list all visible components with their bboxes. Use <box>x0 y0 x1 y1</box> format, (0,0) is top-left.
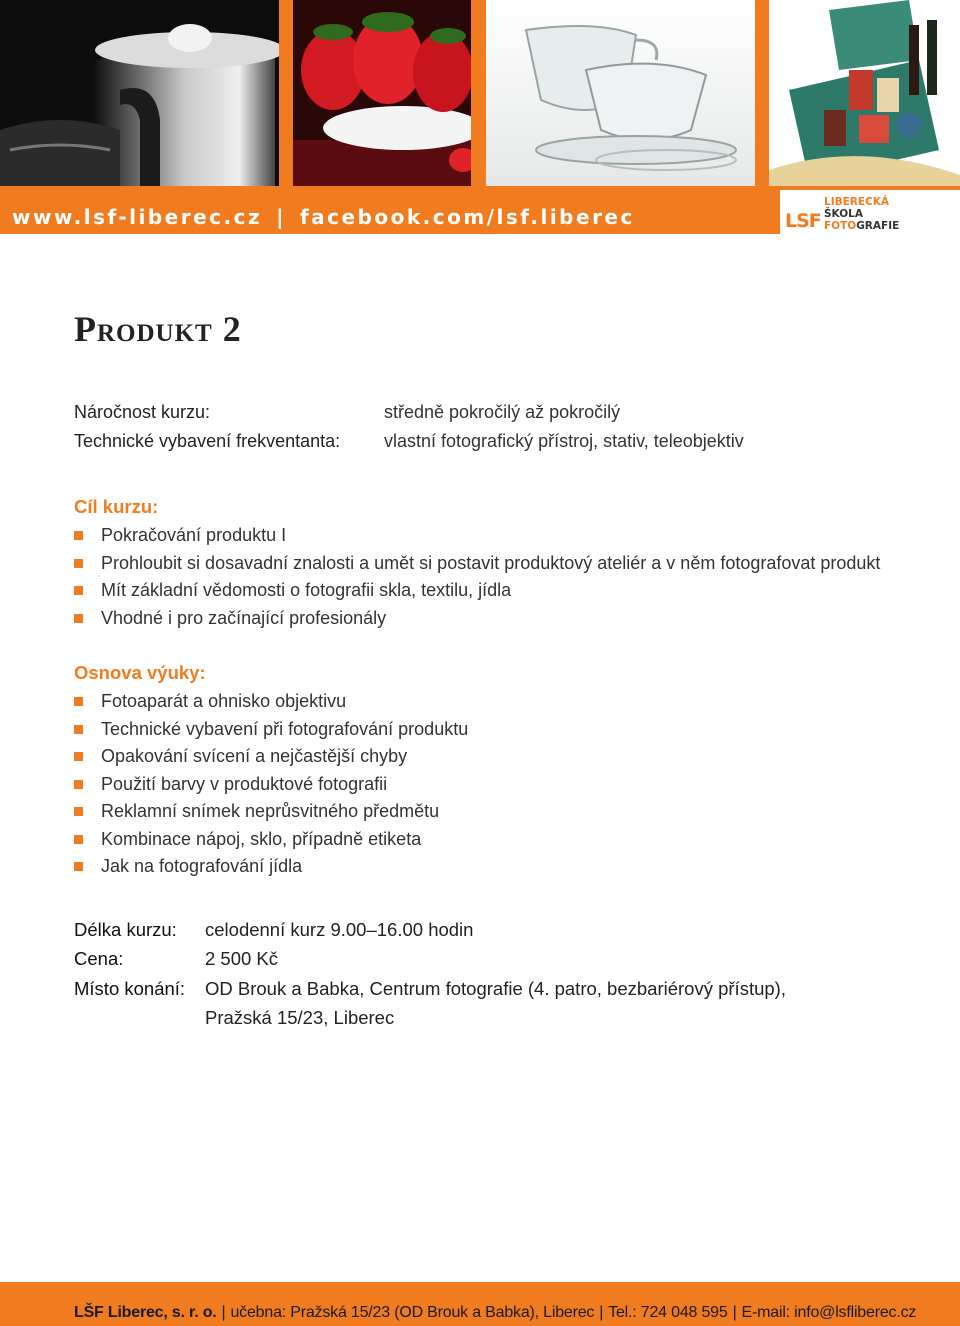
school-logo <box>780 190 960 234</box>
footer-company: LŠF Liberec, s. r. o. <box>74 1304 217 1321</box>
strawberries-photo <box>293 0 471 186</box>
website-link[interactable]: www.lsf-liberec.cz <box>12 205 263 229</box>
logo-mark: LSF <box>785 210 821 232</box>
goal-heading: Cíl kurzu: <box>74 496 159 517</box>
course-info <box>74 398 904 456</box>
detail-row-length <box>74 915 904 945</box>
footer-phone[interactable]: Tel.: 724 048 595 <box>608 1304 728 1321</box>
info-row-equipment <box>74 427 904 456</box>
info-row-difficulty <box>74 398 904 427</box>
detail-label: Délka kurzu: <box>74 918 177 940</box>
list-item: Jak na fotografování jídla <box>74 853 904 881</box>
info-value: středně pokročilý až pokročilý <box>384 402 621 422</box>
detail-row-price <box>74 944 904 974</box>
list-item: Vhodné i pro začínající profesionály <box>74 605 904 633</box>
glass-cups-photo <box>486 0 755 186</box>
logo-line-3 <box>824 220 899 232</box>
gift-basket-photo <box>769 0 960 186</box>
goal-list <box>74 522 904 632</box>
list-item: Použití barvy v produktové fotografii <box>74 771 904 799</box>
course-content <box>74 300 904 1033</box>
header-links <box>12 205 635 229</box>
footer-separator: | <box>732 1304 737 1321</box>
course-details <box>74 915 904 1033</box>
footer-separator: | <box>221 1304 226 1321</box>
list-item: Technické vybavení při fotografování produktu <box>74 716 904 744</box>
info-value: vlastní fotografický přístroj, stativ, teleobjektiv <box>384 431 744 451</box>
list-item: Fotoaparát a ohnisko objektivu <box>74 688 904 716</box>
cooking-pot-photo <box>0 0 279 186</box>
place-line-1: OD Brouk a Babka, Centrum fotografie (4. patro, bezbariérový přístup), <box>205 977 786 999</box>
info-label: Technické vybavení frekventanta: <box>74 431 341 451</box>
footer-separator: | <box>599 1304 604 1321</box>
outline-list <box>74 688 904 881</box>
list-item: Kombinace nápoj, sklo, případně etiketa <box>74 826 904 854</box>
detail-value <box>205 974 786 1033</box>
info-label: Náročnost kurzu: <box>74 402 211 422</box>
place-line-2: Pražská 15/23, Liberec <box>205 1007 395 1028</box>
detail-value: 2 500 Kč <box>205 948 279 969</box>
logo-line-2: ŠKOLA <box>824 208 863 220</box>
link-separator: | <box>276 205 286 229</box>
outline-heading: Osnova výuky: <box>74 662 206 683</box>
list-item: Reklamní snímek neprůsvitného předmětu <box>74 798 904 826</box>
footer-contacts <box>74 1304 916 1322</box>
footer-email[interactable]: E-mail: info@lsfliberec.cz <box>741 1304 917 1321</box>
footer-classroom: učebna: Pražská 15/23 (OD Brouk a Babka), Liberec <box>230 1304 595 1321</box>
list-item: Opakování svícení a nejčastější chyby <box>74 743 904 771</box>
page-title: Produkt 2 <box>74 309 242 349</box>
logo-line-3b: GRAFIE <box>856 220 900 232</box>
list-item: Mít základní vědomosti o fotografii skla, textilu, jídla <box>74 577 904 605</box>
list-item: Prohloubit si dosavadní znalosti a umět si postavit produktový ateliér a v něm fotografovat produkt <box>74 550 904 578</box>
detail-label: Cena: <box>74 948 124 969</box>
facebook-link[interactable]: facebook.com/lsf.liberec <box>299 205 635 229</box>
page-footer <box>0 1282 960 1326</box>
detail-value: celodenní kurz 9.00–16.00 hodin <box>205 918 474 940</box>
page-header <box>0 0 960 234</box>
detail-row-place <box>74 974 904 1033</box>
logo-line-1: LIBERECKÁ <box>824 196 889 208</box>
logo-line-3a: FOTO <box>824 220 857 232</box>
list-item: Pokračování produktu I <box>74 522 904 550</box>
detail-label: Místo konání: <box>74 977 186 999</box>
